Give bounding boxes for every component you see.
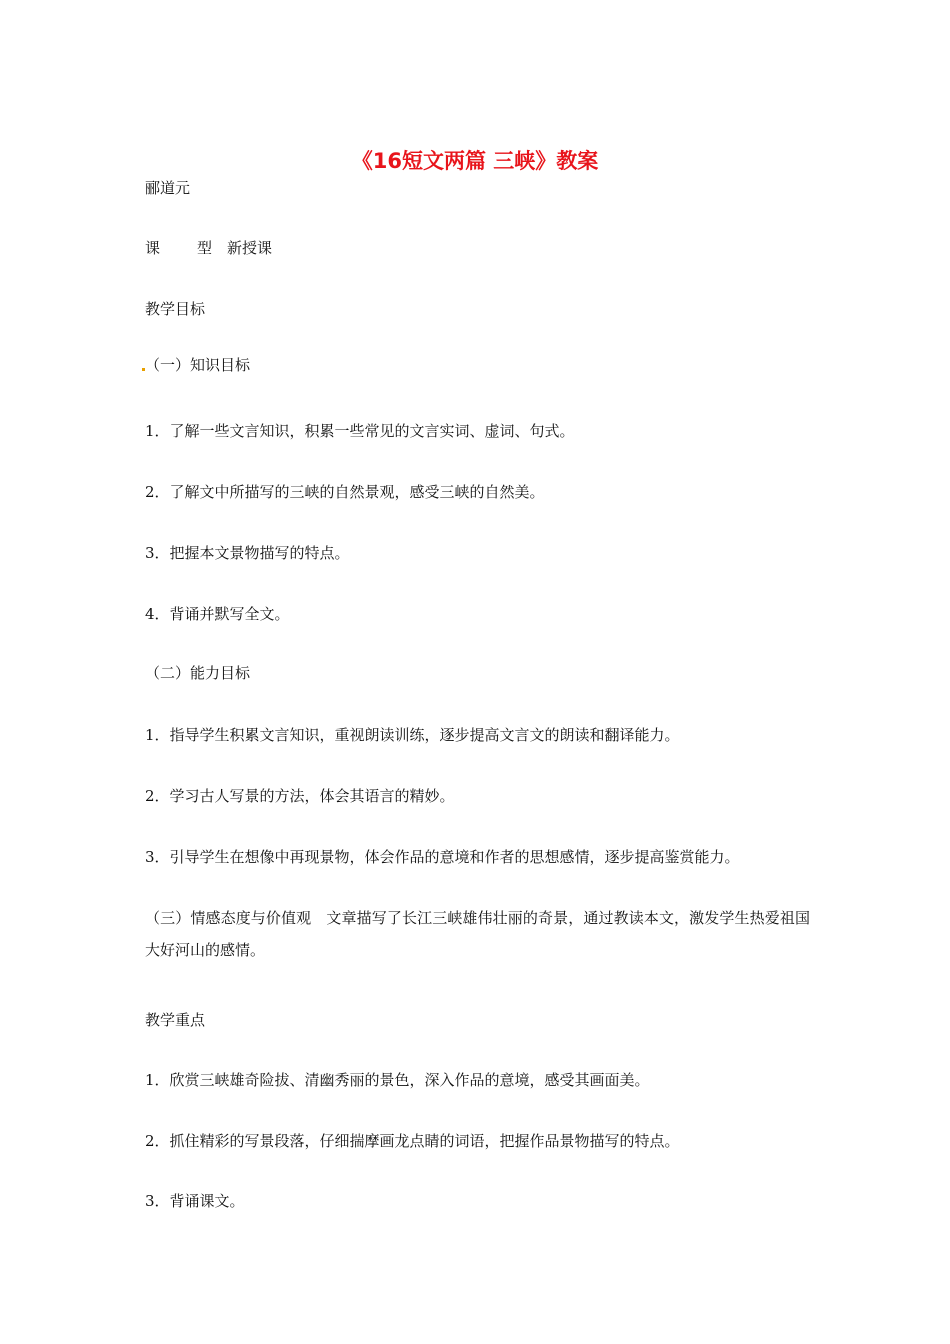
course-type-value: 新授课 — [227, 239, 273, 257]
ability-item-1: 1．指导学生积累文言知识，重视朗读训练，逐步提高文言文的朗读和翻译能力。 — [145, 726, 680, 744]
page-title: 《16短文两篇 三峡》教案 — [351, 149, 599, 173]
knowledge-item-3: 3．把握本文景物描写的特点。 — [145, 544, 350, 562]
key-point-item-1: 1．欣赏三峡雄奇险拔、清幽秀丽的景色，深入作品的意境，感受其画面美。 — [145, 1071, 650, 1089]
course-type-label-char1: 课 — [145, 239, 161, 257]
key-point-item-2: 2．抓住精彩的写景段落，仔细揣摩画龙点睛的词语，把握作品景物描写的特点。 — [145, 1132, 680, 1150]
course-type-label — [145, 238, 227, 258]
section-heading-key-points: 教学重点 — [145, 1011, 206, 1029]
ability-heading: （二）能力目标 — [145, 664, 251, 682]
section-heading-objectives: 教学目标 — [145, 300, 206, 318]
emotion-paragraph: （三）情感态度与价值观 文章描写了长江三峡雄伟壮丽的奇景，通过教读本文，激发学生热爱祖国大好河山的感情。 — [145, 909, 810, 959]
course-type-row — [145, 238, 272, 258]
author-name: 郦道元 — [145, 179, 191, 197]
key-point-item-3: 3．背诵课文。 — [145, 1192, 245, 1210]
knowledge-item-4: 4．背诵并默写全文。 — [145, 605, 290, 623]
knowledge-item-2: 2．了解文中所描写的三峡的自然景观，感受三峡的自然美。 — [145, 483, 545, 501]
knowledge-heading: （一）知识目标 — [145, 356, 251, 374]
ability-item-2: 2．学习古人写景的方法，体会其语言的精妙。 — [145, 787, 455, 805]
ability-item-3: 3．引导学生在想像中再现景物，体会作品的意境和作者的思想感情，逐步提高鉴赏能力。 — [145, 848, 740, 866]
knowledge-item-1: 1．了解一些文言知识，积累一些常见的文言实词、虚词、句式。 — [145, 422, 575, 440]
course-type-label-char2: 型 — [197, 239, 213, 257]
